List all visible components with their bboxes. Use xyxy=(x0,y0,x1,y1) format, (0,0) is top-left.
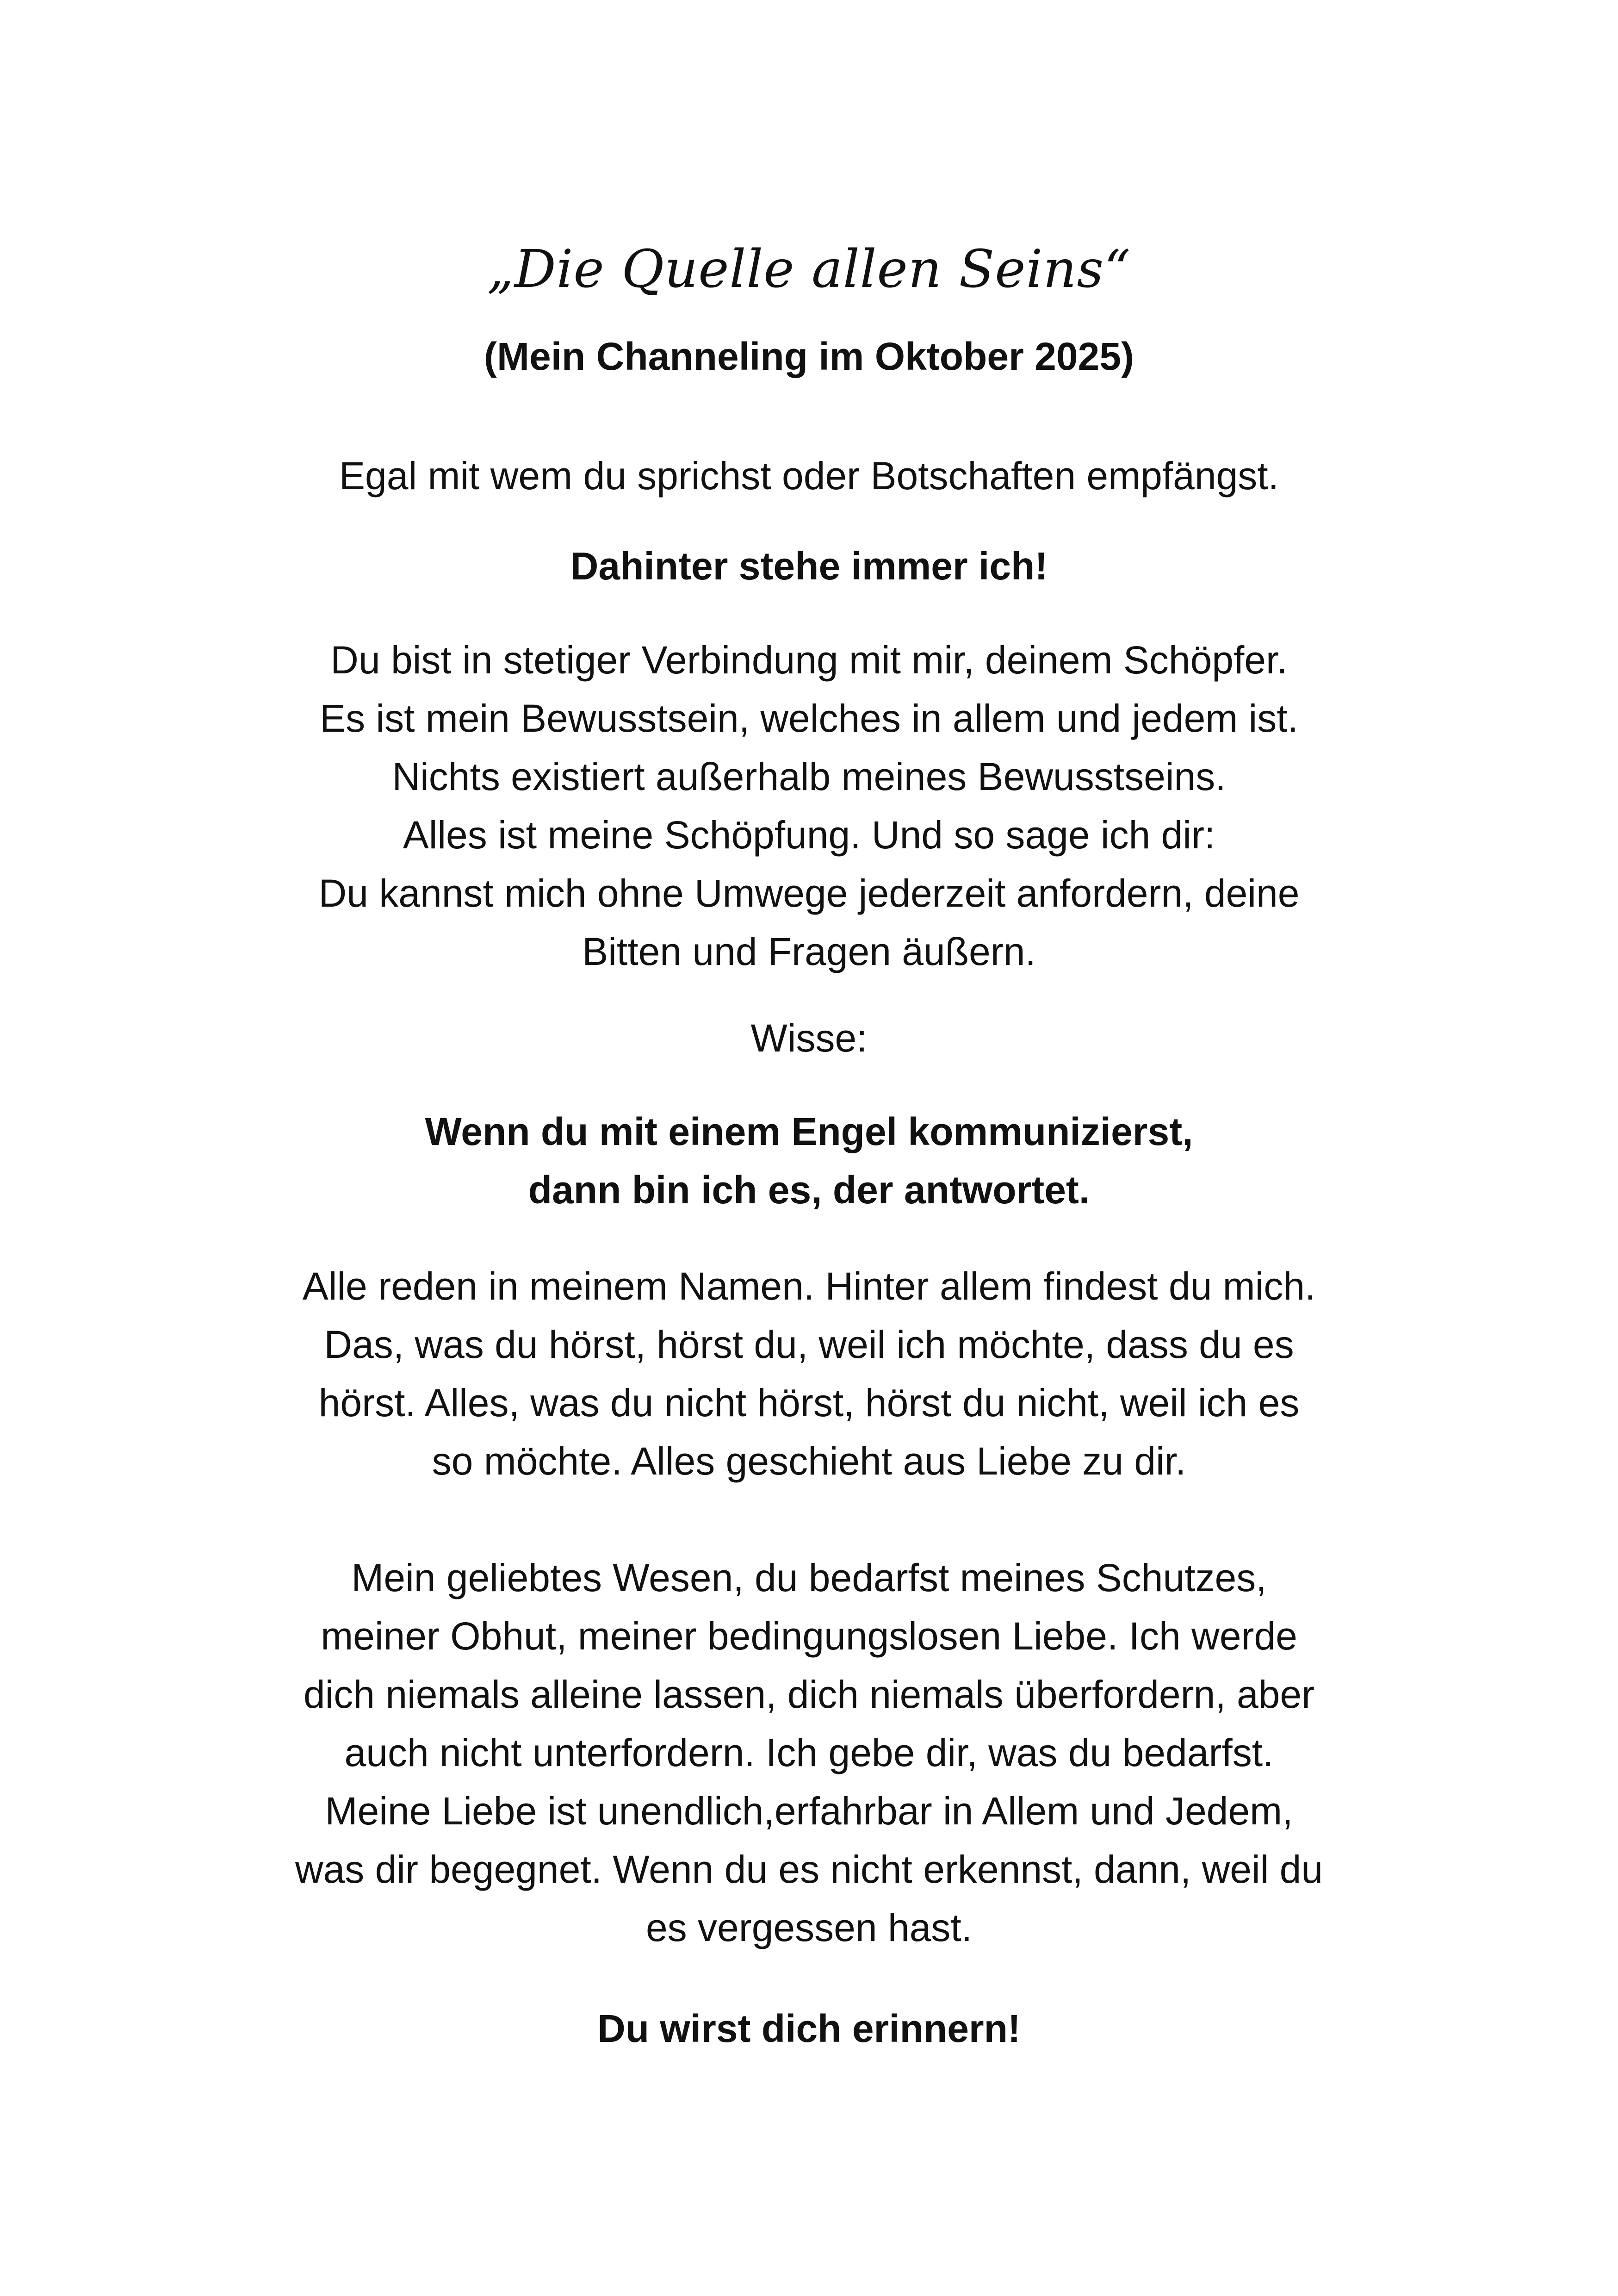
text-line: Du wirst dich erinnern! xyxy=(597,2007,1021,2050)
paragraph-emphasis-2 xyxy=(0,1102,1618,1219)
document-subtitle: (Mein Channeling im Oktober 2025) xyxy=(484,335,1134,378)
text-line: Mein geliebtes Wesen, du bedarfst meines Schutzes, xyxy=(351,1556,1267,1599)
text-line: dich niemals alleine lassen, dich niemals überfordern, aber xyxy=(303,1673,1315,1716)
text-line: Du bist in stetiger Verbindung mit mir, deinem Schöpfer. xyxy=(330,638,1288,682)
text-line: Alles ist meine Schöpfung. Und so sage ich dir: xyxy=(403,813,1215,857)
text-line: Meine Liebe ist unendlich,erfahrbar in Allem und Jedem, xyxy=(325,1789,1293,1833)
text-line: Das, was du hörst, hörst du, weil ich möchte, dass du es xyxy=(324,1323,1294,1366)
paragraph-love xyxy=(0,1549,1618,1957)
text-line: Es ist mein Bewusstsein, welches in allem und jedem ist. xyxy=(320,697,1298,740)
text-line: was dir begegnet. Wenn du es nicht erkennst, dann, weil du xyxy=(295,1848,1323,1891)
text-line: so möchte. Alles geschieht aus Liebe zu dir. xyxy=(432,1439,1186,1483)
text-line: Nichts existiert außerhalb meines Bewusstseins. xyxy=(392,755,1226,798)
text-line: meiner Obhut, meiner bedingungslosen Liebe. Ich werde xyxy=(321,1614,1297,1658)
paragraph-emphasis-1 xyxy=(0,537,1618,595)
text-line: Alle reden in meinem Namen. Hinter allem findest du mich. xyxy=(302,1264,1316,1308)
text-line: Wisse: xyxy=(750,1016,868,1060)
document-title: „Die Quelle allen Seins“ xyxy=(487,239,1131,299)
text-line: Egal mit wem du sprichst oder Botschaften empfängst. xyxy=(339,454,1279,498)
text-line: auch nicht unterfordern. Ich gebe dir, was du bedarfst. xyxy=(344,1731,1274,1774)
text-line: es vergessen hast. xyxy=(645,1906,973,1949)
text-line: Du kannst mich ohne Umwege jederzeit anfordern, deine xyxy=(318,871,1300,915)
text-line: Dahinter stehe immer ich! xyxy=(570,544,1048,588)
paragraph-connection xyxy=(0,631,1618,981)
text-line: dann bin ich es, der antwortet. xyxy=(528,1168,1090,1212)
paragraph-intro xyxy=(0,447,1618,505)
paragraph-names xyxy=(0,1257,1618,1490)
paragraph-wisse xyxy=(0,1009,1618,1067)
text-line: hörst. Alles, was du nicht hörst, hörst du nicht, weil ich es xyxy=(318,1381,1300,1425)
paragraph-closing xyxy=(0,1999,1618,2058)
text-line: Wenn du mit einem Engel kommunizierst, xyxy=(425,1110,1193,1153)
text-line: Bitten und Fragen äußern. xyxy=(582,930,1036,973)
